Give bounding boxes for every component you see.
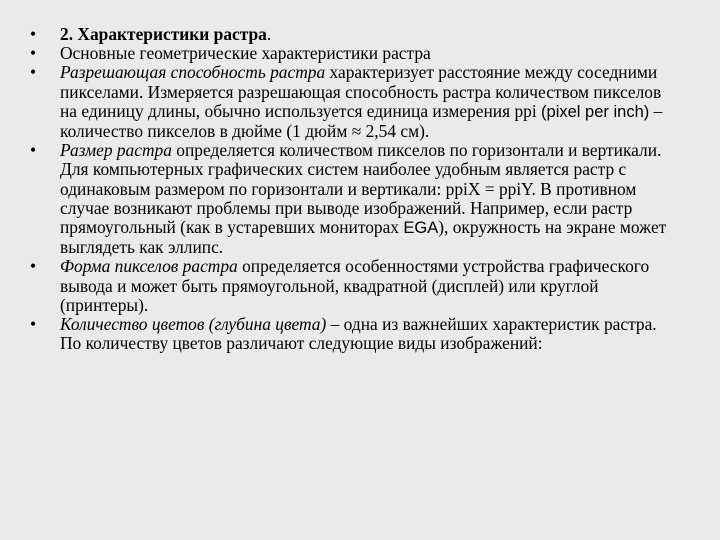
term-resolution: Разрешающая способность растра [60,62,326,83]
definition-part-b: – количество пикселов в дюйме (1 дюйм ≈ 2,54 см). [60,100,663,142]
list-item-heading [30,25,680,44]
definition-part-b: ), окружность на экране может выглядеть как эллипс. [60,217,667,258]
list-item-text [60,257,680,315]
bullet-icon: • [30,24,37,44]
list-item-text [60,25,680,44]
bullet-icon: • [30,140,37,161]
list-item-resolution [30,63,680,141]
list-item-text: Основные геометрические характеристики растра [60,43,431,64]
list-item-color-depth [30,315,680,353]
definition-part-a: характеризует расстояние между соседними пикселами. Измеряется разрешающая способность растра количеством пикселов на единицу длины, обычно используется единица измерения ppi [60,62,662,121]
title-punctuation: . [266,24,272,44]
term-color-depth: Количество цветов (глубина цвета) [60,314,327,335]
definition: определяется особенностями устройства графического вывода и может быть прямоугольной, квадратной (дисплей) или круглой (принтеры). [60,256,650,315]
bullet-icon: • [30,256,37,277]
definition: – одна из важнейших характеристик растра. По количеству цветов различают следующие виды изображений: [60,314,657,354]
section-title: 2. Характеристики растра [60,24,267,44]
bullet-list [30,25,680,353]
term-pixel-shape: Форма пикселов растра [60,256,238,277]
bullet-icon: • [30,62,37,83]
abbreviation-pixel-per-inch: (pixel per inch) [541,102,650,121]
list-item-text [60,315,680,353]
abbreviation-ega: EGA [403,219,439,238]
bullet-icon: • [30,314,37,335]
definition-part-a: определяется количеством пикселов по горизонтали и вертикали. Для компьютерных графических систем наиболее удобным является растр с одинаковым размером по горизонтали и вертикали: ppiX = ppiY. В противном случае возникают проблемы при выводе изображений. Например, если растр прямоугольный (как в устаревших мониторах [60,140,662,238]
list-item-raster-size [30,141,680,257]
term-raster-size: Размер растра [60,140,172,161]
list-item-subtitle [30,44,680,63]
list-item-text [60,63,680,141]
bullet-icon: • [30,43,37,64]
list-item-text [60,141,680,257]
list-item-pixel-shape [30,257,680,315]
